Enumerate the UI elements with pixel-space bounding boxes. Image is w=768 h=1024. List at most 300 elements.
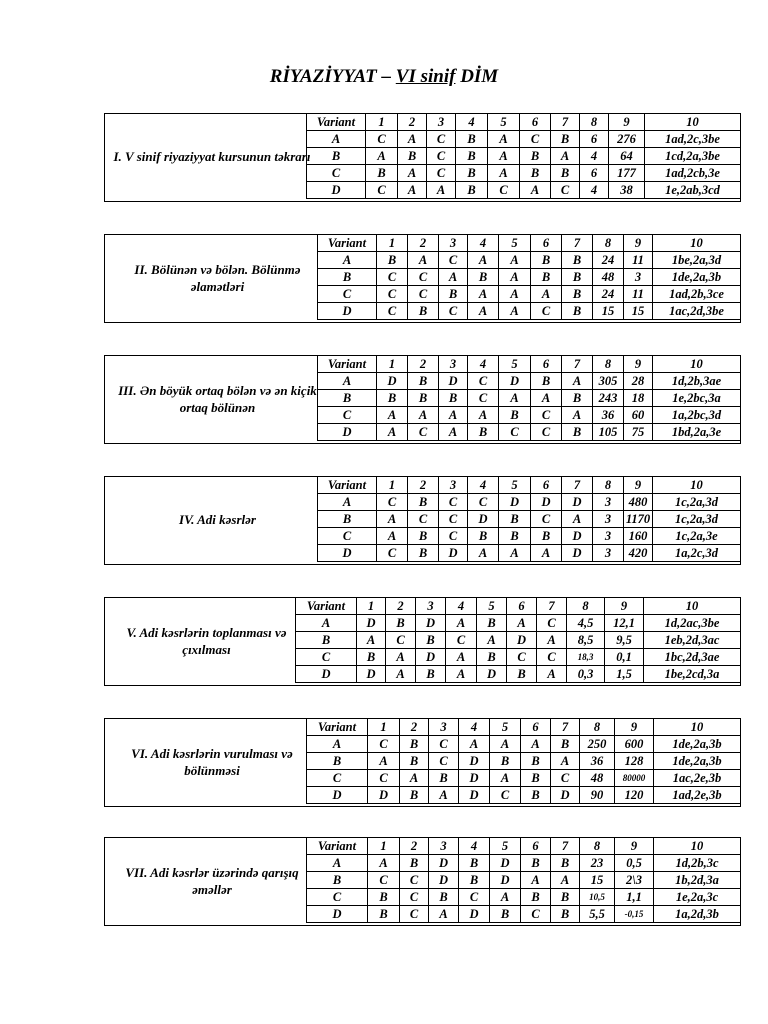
answer-cell: C <box>386 632 416 649</box>
answer-cell: 11 <box>624 252 653 269</box>
variant-label: D <box>307 182 366 199</box>
question-number-header: 1 <box>377 477 408 494</box>
answer-cell: A <box>366 148 398 165</box>
answer-cell: 6 <box>580 165 609 182</box>
answer-cell: B <box>499 528 531 545</box>
answer-cell: A <box>398 182 427 199</box>
question-number-header: 1 <box>366 114 398 131</box>
answer-cell: C <box>377 286 408 303</box>
answer-cell: C <box>366 182 398 199</box>
answer-cell: C <box>377 269 408 286</box>
variant-label: A <box>296 615 357 632</box>
answer-cell: A <box>499 252 531 269</box>
answer-cell: 1e,2a,3c <box>654 889 741 906</box>
answer-cell: B <box>521 787 551 804</box>
table-row <box>307 855 741 872</box>
section-7 <box>104 837 741 926</box>
answer-cell: 18 <box>624 390 653 407</box>
answer-cell: B <box>521 889 551 906</box>
section-topic: VII. Adi kəsrlər üzərində qarışıq əməllər <box>125 864 299 897</box>
answer-cell: B <box>551 165 580 182</box>
answer-cell: 1ad,2b,3ce <box>653 286 741 303</box>
answer-cell: A <box>368 855 400 872</box>
answer-cell: 1de,2a,3b <box>653 269 741 286</box>
answer-cell: C <box>427 131 456 148</box>
answer-cell: C <box>377 545 408 562</box>
answer-cell: C <box>439 511 468 528</box>
answer-cell: B <box>468 528 499 545</box>
table-row <box>307 148 741 165</box>
answer-cell: A <box>551 872 580 889</box>
answer-cell: B <box>521 855 551 872</box>
answer-table <box>306 113 741 199</box>
question-number-header: 8 <box>567 598 605 615</box>
question-number-header: 2 <box>400 838 429 855</box>
variant-label: A <box>318 494 377 511</box>
answer-cell: 75 <box>624 424 653 441</box>
table-row <box>318 545 741 562</box>
header-row <box>307 838 741 855</box>
answer-cell: B <box>531 528 562 545</box>
answer-cell: B <box>477 649 507 666</box>
answer-cell: 1de,2a,3b <box>654 753 741 770</box>
section-2 <box>104 234 741 323</box>
question-number-header: 10 <box>653 356 741 373</box>
answer-cell: C <box>459 889 490 906</box>
answer-cell: 177 <box>609 165 645 182</box>
answer-cell: D <box>490 855 521 872</box>
table-row <box>307 131 741 148</box>
variant-label: C <box>307 770 368 787</box>
answer-cell: A <box>368 753 400 770</box>
answer-cell: 1e,2bc,3a <box>653 390 741 407</box>
answer-cell: A <box>398 131 427 148</box>
question-number-header: 1 <box>377 356 408 373</box>
answer-cell: 1eb,2d,3ac <box>644 632 741 649</box>
question-number-header: 3 <box>427 114 456 131</box>
header-row <box>318 235 741 252</box>
question-number-header: 8 <box>580 719 615 736</box>
answer-table <box>317 476 741 562</box>
answer-cell: 1ac,2d,3be <box>653 303 741 320</box>
question-number-header: 5 <box>499 356 531 373</box>
variant-label: C <box>318 407 377 424</box>
answer-cell: B <box>408 373 439 390</box>
answer-cell: C <box>408 269 439 286</box>
variant-label: A <box>318 373 377 390</box>
answer-cell: B <box>456 165 488 182</box>
variant-header: Variant <box>307 838 368 855</box>
answer-cell: B <box>562 269 593 286</box>
question-number-header: 9 <box>615 719 654 736</box>
answer-cell: B <box>456 131 488 148</box>
answer-cell: A <box>488 131 520 148</box>
variant-header: Variant <box>307 719 368 736</box>
question-number-header: 8 <box>593 477 624 494</box>
answer-cell: 1d,2ac,3be <box>644 615 741 632</box>
answer-cell: B <box>377 390 408 407</box>
variant-label: B <box>318 390 377 407</box>
question-number-header: 7 <box>551 719 580 736</box>
question-number-header: 7 <box>551 114 580 131</box>
table-row <box>307 736 741 753</box>
variant-label: C <box>307 165 366 182</box>
answer-cell: 1d,2b,3c <box>654 855 741 872</box>
answer-cell: 0,5 <box>615 855 654 872</box>
question-number-header: 7 <box>551 838 580 855</box>
answer-cell: D <box>377 373 408 390</box>
answer-cell: D <box>490 872 521 889</box>
question-number-header: 7 <box>562 477 593 494</box>
variant-header: Variant <box>318 235 377 252</box>
question-number-header: 3 <box>439 477 468 494</box>
answer-cell: A <box>551 753 580 770</box>
answer-cell: 120 <box>615 787 654 804</box>
answer-cell: B <box>507 666 537 683</box>
answer-cell: D <box>499 373 531 390</box>
answer-cell: B <box>408 494 439 511</box>
variant-label: D <box>318 424 377 441</box>
answer-cell: A <box>427 182 456 199</box>
answer-cell: D <box>459 753 490 770</box>
answer-cell: D <box>459 787 490 804</box>
answer-cell: B <box>459 872 490 889</box>
answer-cell: C <box>368 736 400 753</box>
question-number-header: 3 <box>429 838 459 855</box>
answer-cell: D <box>368 787 400 804</box>
answer-cell: C <box>439 528 468 545</box>
answer-cell: 4 <box>580 182 609 199</box>
answer-cell: A <box>377 511 408 528</box>
answer-cell: B <box>551 889 580 906</box>
answer-cell: A <box>446 615 477 632</box>
section-topic: IV. Adi kəsrlər <box>179 512 256 528</box>
table-row <box>296 632 741 649</box>
answer-cell: 420 <box>624 545 653 562</box>
answer-cell: D <box>439 545 468 562</box>
answer-cell: C <box>531 407 562 424</box>
answer-table <box>317 355 741 441</box>
answer-table <box>306 718 741 804</box>
answer-cell: A <box>537 632 567 649</box>
answer-cell: 1bd,2a,3e <box>653 424 741 441</box>
table-row <box>318 407 741 424</box>
answer-cell: A <box>446 649 477 666</box>
question-number-header: 1 <box>357 598 386 615</box>
answer-cell: C <box>377 494 408 511</box>
answer-cell: 0,1 <box>605 649 644 666</box>
answer-cell: B <box>490 753 521 770</box>
answer-cell: B <box>562 424 593 441</box>
variant-label: D <box>318 545 377 562</box>
question-number-header: 4 <box>459 838 490 855</box>
header-row <box>296 598 741 615</box>
answer-cell: B <box>551 131 580 148</box>
answer-cell: B <box>377 252 408 269</box>
question-number-header: 7 <box>562 356 593 373</box>
answer-cell: A <box>490 889 521 906</box>
answer-cell: A <box>488 165 520 182</box>
answer-cell: A <box>439 407 468 424</box>
variant-label: C <box>296 649 357 666</box>
answer-cell: D <box>551 787 580 804</box>
answer-cell: 3 <box>593 528 624 545</box>
question-number-header: 10 <box>644 598 741 615</box>
answer-cell: A <box>386 666 416 683</box>
variant-label: B <box>307 872 368 889</box>
answer-cell: D <box>562 545 593 562</box>
answer-cell: B <box>521 770 551 787</box>
answer-cell: C <box>468 373 499 390</box>
answer-cell: B <box>499 407 531 424</box>
answer-cell: 600 <box>615 736 654 753</box>
answer-cell: 5,5 <box>580 906 615 923</box>
answer-cell: 15 <box>624 303 653 320</box>
answer-cell: D <box>459 770 490 787</box>
answer-cell: C <box>439 252 468 269</box>
answer-cell: B <box>398 148 427 165</box>
answer-cell: C <box>427 165 456 182</box>
answer-cell: 1ad,2cb,3e <box>645 165 741 182</box>
answer-cell: C <box>499 424 531 441</box>
answer-cell: A <box>446 666 477 683</box>
answer-cell: 1cd,2a,3be <box>645 148 741 165</box>
variant-header: Variant <box>318 477 377 494</box>
answer-cell: A <box>408 252 439 269</box>
answer-cell: B <box>477 615 507 632</box>
answer-table <box>317 234 741 320</box>
answer-cell: A <box>499 286 531 303</box>
answer-cell: 480 <box>624 494 653 511</box>
question-number-header: 9 <box>615 838 654 855</box>
answer-cell: B <box>490 906 521 923</box>
answer-cell: C <box>490 787 521 804</box>
answer-cell: A <box>562 373 593 390</box>
answer-cell: A <box>477 632 507 649</box>
answer-cell: C <box>427 148 456 165</box>
answer-cell: B <box>562 390 593 407</box>
answer-cell: C <box>446 632 477 649</box>
question-number-header: 4 <box>446 598 477 615</box>
answer-cell: 15 <box>593 303 624 320</box>
answer-cell: 1e,2ab,3cd <box>645 182 741 199</box>
answer-cell: 64 <box>609 148 645 165</box>
question-number-header: 8 <box>580 114 609 131</box>
answer-cell: 1b,2d,3a <box>654 872 741 889</box>
answer-cell: 1be,2a,3d <box>653 252 741 269</box>
answer-cell: 24 <box>593 252 624 269</box>
answer-cell: 24 <box>593 286 624 303</box>
section-topic: II. Bölünən və bölən. Bölünmə əlamətləri <box>134 261 301 294</box>
variant-label: B <box>307 148 366 165</box>
answer-cell: -0,15 <box>615 906 654 923</box>
answer-cell: A <box>386 649 416 666</box>
answer-cell: 15 <box>580 872 615 889</box>
answer-cell: A <box>562 407 593 424</box>
answer-cell: B <box>468 424 499 441</box>
question-number-header: 5 <box>490 838 521 855</box>
answer-cell: C <box>400 906 429 923</box>
question-number-header: 5 <box>477 598 507 615</box>
answer-cell: A <box>439 424 468 441</box>
answer-cell: C <box>488 182 520 199</box>
answer-cell: B <box>408 303 439 320</box>
title-part-1: RİYAZİYYAT – <box>269 66 396 87</box>
answer-cell: 80000 <box>615 770 654 787</box>
answer-cell: 1170 <box>624 511 653 528</box>
answer-cell: A <box>537 666 567 683</box>
variant-label: B <box>307 753 368 770</box>
variant-label: C <box>318 528 377 545</box>
answer-cell: 1be,2cd,3a <box>644 666 741 683</box>
answer-cell: D <box>562 528 593 545</box>
answer-cell: 1c,2a,3e <box>653 528 741 545</box>
table-row <box>318 286 741 303</box>
table-row <box>318 511 741 528</box>
title-part-2: VI sinif <box>395 66 456 87</box>
question-number-header: 9 <box>624 477 653 494</box>
answer-cell: 1c,2a,3d <box>653 511 741 528</box>
answer-cell: A <box>468 303 499 320</box>
table-row <box>318 494 741 511</box>
answer-cell: 128 <box>615 753 654 770</box>
answer-cell: C <box>377 303 408 320</box>
answer-cell: B <box>562 286 593 303</box>
answer-cell: 305 <box>593 373 624 390</box>
table-row <box>307 165 741 182</box>
question-number-header: 5 <box>499 477 531 494</box>
table-row <box>307 182 741 199</box>
answer-cell: C <box>531 424 562 441</box>
variant-label: D <box>318 303 377 320</box>
table-row <box>318 373 741 390</box>
answer-cell: C <box>520 131 551 148</box>
answer-cell: B <box>429 889 459 906</box>
table-row <box>296 666 741 683</box>
table-row <box>318 269 741 286</box>
answer-cell: A <box>499 545 531 562</box>
answer-cell: D <box>416 615 446 632</box>
question-number-header: 2 <box>408 356 439 373</box>
answer-cell: B <box>416 666 446 683</box>
answer-cell: 8,5 <box>567 632 605 649</box>
variant-label: C <box>318 286 377 303</box>
question-number-header: 6 <box>521 838 551 855</box>
header-row <box>318 356 741 373</box>
answer-cell: A <box>562 511 593 528</box>
question-number-header: 8 <box>593 356 624 373</box>
header-row <box>307 719 741 736</box>
answer-cell: C <box>439 494 468 511</box>
answer-cell: 1c,2a,3d <box>653 494 741 511</box>
variant-label: B <box>296 632 357 649</box>
answer-cell: C <box>507 649 537 666</box>
answer-cell: A <box>429 906 459 923</box>
answer-cell: B <box>531 373 562 390</box>
answer-cell: 1ad,2c,3be <box>645 131 741 148</box>
answer-cell: B <box>400 787 429 804</box>
question-number-header: 5 <box>490 719 521 736</box>
answer-cell: 4,5 <box>567 615 605 632</box>
answer-cell: A <box>507 615 537 632</box>
variant-label: A <box>307 855 368 872</box>
answer-cell: A <box>439 269 468 286</box>
question-number-header: 4 <box>468 356 499 373</box>
question-number-header: 4 <box>468 477 499 494</box>
section-4 <box>104 476 741 565</box>
answer-cell: C <box>408 511 439 528</box>
answer-cell: A <box>531 286 562 303</box>
table-row <box>296 615 741 632</box>
answer-cell: B <box>499 511 531 528</box>
answer-cell: C <box>368 770 400 787</box>
answer-cell: 1ad,2e,3b <box>654 787 741 804</box>
section-5 <box>104 597 741 686</box>
question-number-header: 9 <box>609 114 645 131</box>
question-number-header: 2 <box>386 598 416 615</box>
question-number-header: 6 <box>520 114 551 131</box>
answer-cell: 160 <box>624 528 653 545</box>
answer-cell: D <box>477 666 507 683</box>
variant-label: D <box>307 787 368 804</box>
answer-cell: 1ac,2e,3b <box>654 770 741 787</box>
question-number-header: 7 <box>562 235 593 252</box>
answer-cell: C <box>537 649 567 666</box>
answer-cell: 48 <box>580 770 615 787</box>
table-row <box>307 906 741 923</box>
variant-label: D <box>296 666 357 683</box>
answer-cell: B <box>562 252 593 269</box>
answer-cell: 38 <box>609 182 645 199</box>
answer-cell: A <box>377 424 408 441</box>
answer-cell: 1d,2b,3ae <box>653 373 741 390</box>
answer-cell: A <box>499 303 531 320</box>
answer-cell: A <box>499 269 531 286</box>
answer-cell: B <box>562 303 593 320</box>
variant-label: C <box>307 889 368 906</box>
question-number-header: 3 <box>416 598 446 615</box>
question-number-header: 8 <box>580 838 615 855</box>
section-topic: V. Adi kəsrlərin toplanması və çıxılması <box>126 624 287 657</box>
answer-cell: 1a,2c,3d <box>653 545 741 562</box>
table-row <box>318 252 741 269</box>
answer-cell: B <box>520 165 551 182</box>
answer-cell: D <box>357 666 386 683</box>
answer-cell: B <box>456 182 488 199</box>
answer-cell: D <box>429 855 459 872</box>
answer-cell: 23 <box>580 855 615 872</box>
answer-cell: 12,1 <box>605 615 644 632</box>
question-number-header: 8 <box>593 235 624 252</box>
answer-cell: 60 <box>624 407 653 424</box>
answer-cell: B <box>439 390 468 407</box>
header-row <box>318 477 741 494</box>
question-number-header: 3 <box>439 235 468 252</box>
answer-cell: C <box>531 303 562 320</box>
answer-cell: D <box>416 649 446 666</box>
answer-cell: A <box>551 148 580 165</box>
answer-cell: 276 <box>609 131 645 148</box>
question-number-header: 9 <box>624 356 653 373</box>
answer-cell: 105 <box>593 424 624 441</box>
variant-label: A <box>318 252 377 269</box>
question-number-header: 7 <box>537 598 567 615</box>
answer-cell: B <box>366 165 398 182</box>
header-row <box>307 114 741 131</box>
answer-cell: B <box>429 770 459 787</box>
question-number-header: 6 <box>531 356 562 373</box>
table-row <box>307 872 741 889</box>
